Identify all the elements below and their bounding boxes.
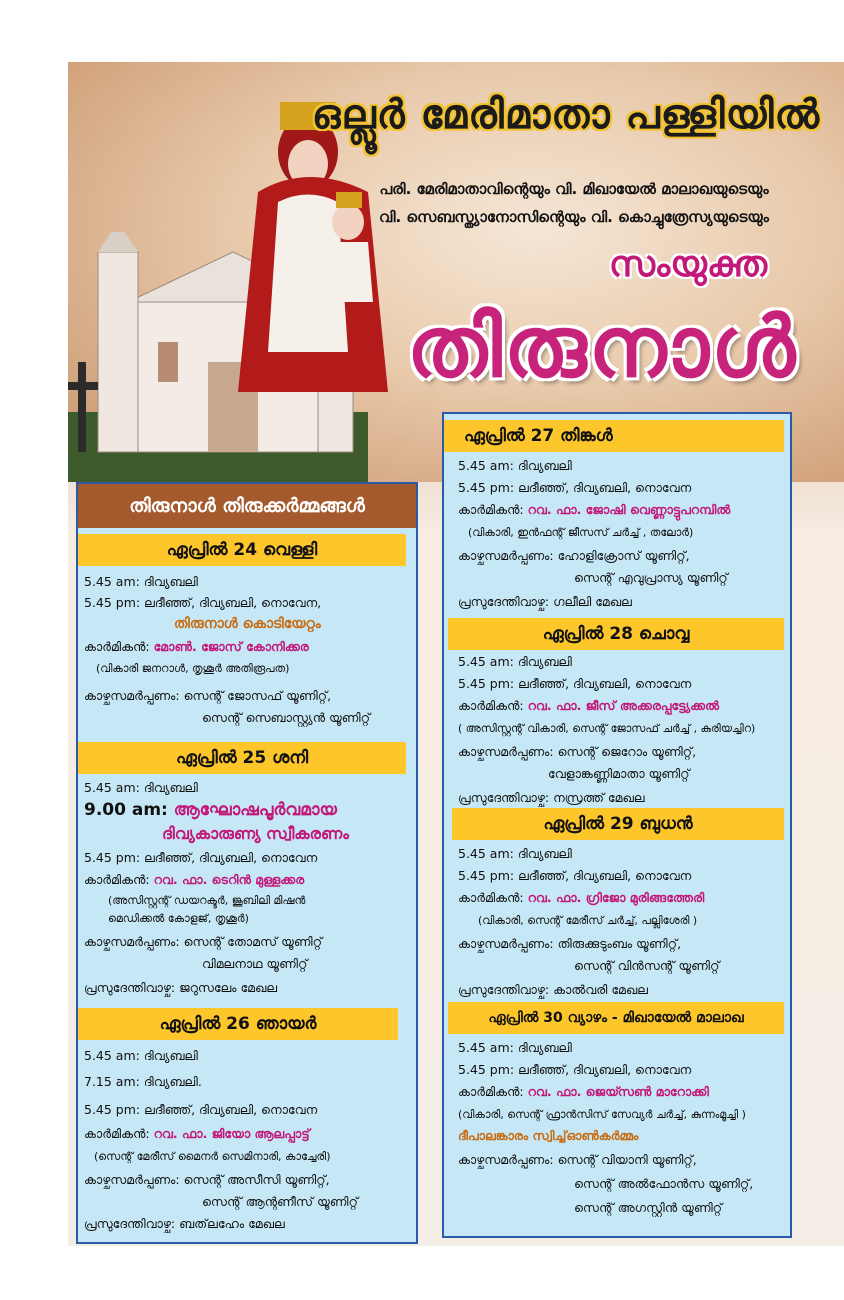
day-25-line: പ്രസുദേന്തിവാഴ്ച: ജറുസലേം മേഖല	[84, 980, 278, 995]
day-29-line: (വികാരി, സെന്റ് മേരീസ് ചർച്ച്, പല്ലിശേരി )	[478, 914, 698, 927]
celebrant-name: റവ. ഫാ. ജീസ് അക്കരപ്പട്ട്യേക്കൽ	[527, 698, 720, 713]
day-29-line: 5.45 pm: ലദീഞ്ഞ്, ദിവ്യബലി, നൊവേന	[458, 868, 692, 883]
day-25-line: 5.45 am: ദിവ്യബലി	[84, 780, 198, 795]
day-26-line: കാഴ്ചസമർപ്പണം: സെന്റ് അസീസി യൂണിറ്റ്,	[84, 1172, 330, 1187]
day-27-line: പ്രസുദേന്തിവാഴ്ച: ഗലീലി മേഖല	[458, 594, 632, 609]
day-29-line: 5.45 am: ദിവ്യബലി	[458, 846, 572, 861]
day-28-line: വേളാങ്കണ്ണിമാതാ യൂണിറ്റ്	[548, 766, 690, 781]
celebrant-label: കാർമികൻ:	[84, 872, 154, 887]
poster	[68, 62, 844, 1246]
day-27-title: ഏപ്രിൽ 27 തിങ്കൾ	[444, 420, 784, 452]
day-27-line: കാഴ്ചസമർപ്പണം: ഹോളിക്രോസ് യൂണിറ്റ്,	[458, 548, 690, 563]
celebrant-label: കാർമികൻ:	[458, 698, 528, 713]
schedule-heading: തിരുനാൾ തിരുക്കർമ്മങ്ങൾ	[78, 484, 416, 528]
celebrant-name: റവ. ഫാ. ടെറിൻ മുള്ളക്കര	[153, 872, 305, 887]
celebrant-label: കാർമികൻ:	[458, 502, 528, 517]
day-25-line: ദിവ്യകാരുണ്യ സ്വീകരണം	[162, 824, 349, 843]
day-27-line: സെന്റ് എവുപ്രാസ്യ യൂണിറ്റ്	[574, 570, 728, 585]
day-29-line: സെന്റ് വിൻസന്റ് യൂണിറ്റ്	[574, 958, 720, 973]
day-25-line: വിമലനാഥ യൂണിറ്റ്	[202, 956, 308, 971]
celebrant-label: കാർമികൻ:	[84, 1126, 154, 1141]
celebrant-name: റവ. ഫാ. ജെയ്സൺ മാറോക്കി	[527, 1084, 709, 1099]
celebrant-name: മോൺ. ജോസ് കോനിക്കര	[153, 639, 309, 654]
day-30-line: ദീപാലങ്കാരം സ്വിച്ച്ഓൺകർമ്മം	[458, 1128, 639, 1143]
day-24-title: ഏപ്രിൽ 24 വെള്ളി	[78, 534, 406, 566]
day-29-title: ഏപ്രിൽ 29 ബുധൻ	[452, 808, 784, 840]
day-30-line: സെന്റ് അഗസ്റ്റിൻ യൂണിറ്റ്	[574, 1200, 723, 1215]
day-26-line: (സെന്റ് മേരീസ് മൈനർ സെമിനാരി, കാച്ചേരി)	[94, 1150, 331, 1163]
celebrant-label: കാർമികൻ:	[458, 1084, 528, 1099]
day-25-title: ഏപ്രിൽ 25 ശനി	[78, 742, 406, 774]
banner-joint: സംയുക്ത	[608, 244, 768, 285]
day-25-line: (അസിസ്റ്റന്റ് ഡയറക്ടർ, ജൂബിലി മിഷൻ	[108, 894, 306, 907]
day-30-celebrant	[458, 1084, 709, 1100]
day-26-celebrant	[84, 1126, 310, 1142]
day-28-title: ഏപ്രിൽ 28 ചൊവ്വ	[448, 618, 784, 650]
day-28-celebrant	[458, 698, 719, 714]
day-24-line: സെന്റ് സെബാസ്റ്റ്യൻ യൂണിറ്റ്	[202, 710, 371, 725]
celebrant-name: റവ. ഫാ. ജോഷി വെണ്ണാട്ടുപറമ്പിൽ	[527, 502, 731, 517]
day-26-line: 5.45 am: ദിവ്യബലി	[84, 1048, 198, 1063]
day-26-line: പ്രസുദേന്തിവാഴ്ച: ബത്‌ലഹേം മേഖല	[84, 1216, 285, 1231]
celebrant-name: റവ. ഫാ. ഗ്രിജോ മുരിങ്ങത്തേരി	[527, 890, 705, 905]
day-28-line: 5.45 pm: ലദീഞ്ഞ്, ദിവ്യബലി, നൊവേന	[458, 676, 692, 691]
time: 9.00 am:	[84, 800, 174, 820]
day-26-line: 7.15 am: ദിവ്യബലി.	[84, 1074, 202, 1089]
day-25-line: മെഡിക്കൽ കോളജ്, തൃശൂർ)	[108, 912, 249, 925]
day-30-line: സെന്റ് അൽഫോൻസ യൂണിറ്റ്,	[574, 1176, 754, 1191]
day-27-line: 5.45 am: ദിവ്യബലി	[458, 458, 572, 473]
day-28-line: പ്രസുദേന്തിവാഴ്ച: നസ്രത്ത് മേഖല	[458, 790, 645, 805]
day-30-line: (വികാരി, സെന്റ് ഫ്രാൻസിസ് സേവ്യർ ചർച്ച്, കുന്നംമൂച്ചി )	[458, 1108, 746, 1121]
celebrant-label: കാർമികൻ:	[458, 890, 528, 905]
banner-title: ഒല്ലൂർ മേരിമാതാ പള്ളിയിൽ	[311, 92, 821, 138]
right-schedule	[442, 412, 792, 1238]
day-25-line	[84, 800, 337, 820]
day-24-line: 5.45 am: ദിവ്യബലി	[84, 574, 198, 589]
day-29-celebrant	[458, 890, 704, 906]
day-26-title: ഏപ്രിൽ 26 ഞായർ	[78, 1008, 398, 1040]
banner-subtitle-1: പരി. മേരിമാതാവിന്റെയും വി. മിഖായേൽ മാലാഖയുടെയും	[379, 180, 769, 198]
left-schedule	[76, 482, 418, 1244]
day-30-line: 5.45 am: ദിവ്യബലി	[458, 1040, 572, 1055]
day-28-line: ( അസിസ്റ്റന്റ് വികാരി, സെന്റ് ജോസഫ് ചർച്ച് , കുരിയച്ചിറ)	[458, 722, 756, 735]
day-28-line: കാഴ്ചസമർപ്പണം: സെന്റ് ജെറോം യൂണിറ്റ്,	[458, 744, 697, 759]
day-25-line: കാഴ്ചസമർപ്പണം: സെന്റ് തോമസ് യൂണിറ്റ്	[84, 934, 323, 949]
day-24-line: കാഴ്ചസമർപ്പണം: സെന്റ് ജോസഫ് യൂണിറ്റ്,	[84, 688, 332, 703]
day-24-line: 5.45 pm: ലദീഞ്ഞ്, ദിവ്യബലി, നൊവേന,	[84, 595, 322, 610]
day-30-line: 5.45 pm: ലദീഞ്ഞ്, ദിവ്യബലി, നൊവേന	[458, 1062, 692, 1077]
day-27-celebrant	[458, 502, 730, 518]
day-24-line: (വികാരി ജനറാൾ, തൃശൂർ അതിരൂപത)	[96, 662, 290, 675]
day-28-line: 5.45 am: ദിവ്യബലി	[458, 654, 572, 669]
day-27-line: (വികാരി, ഇൻഫന്റ് ജീസസ് ചർച്ച് , തലോർ)	[468, 526, 694, 539]
day-24-celebrant	[84, 639, 309, 655]
day-29-line: പ്രസുദേന്തിവാഴ്ച: കാൽവരി മേഖല	[458, 982, 648, 997]
day-30-line: കാഴ്ചസമർപ്പണം: സെന്റ് വിയാനി യൂണിറ്റ്,	[458, 1152, 697, 1167]
day-25-line: 5.45 pm: ലദീഞ്ഞ്, ദിവ്യബലി, നൊവേന	[84, 850, 318, 865]
day-24-line: തിരുനാൾ കൊടിയേറ്റം	[174, 616, 321, 632]
celebrant-name: റവ. ഫാ. ജിയോ ആലപ്പാട്ട്	[153, 1126, 310, 1141]
day-26-line: സെന്റ് ആന്റണീസ് യൂണിറ്റ്	[202, 1194, 358, 1209]
day-26-line: 5.45 pm: ലദീഞ്ഞ്, ദിവ്യബലി, നൊവേന	[84, 1102, 318, 1117]
celebrant-label: കാർമികൻ:	[84, 639, 154, 654]
event: ആഘോഷപൂർവമായ	[173, 800, 337, 820]
banner-feast: തിരുനാൾ	[406, 298, 798, 396]
day-27-line: 5.45 pm: ലദീഞ്ഞ്, ദിവ്യബലി, നൊവേന	[458, 480, 692, 495]
banner-subtitle-2: വി. സെബസ്ത്യാനോസിന്റെയും വി. കൊച്ചുത്രേസ്യയുടെയും	[379, 208, 769, 226]
day-25-celebrant	[84, 872, 304, 888]
day-29-line: കാഴ്ചസമർപ്പണം: തിരുക്കുടുംബം യൂണിറ്റ്,	[458, 936, 682, 951]
day-30-title: ഏപ്രിൽ 30 വ്യാഴം - മിഖായേൽ മാലാഖ	[448, 1002, 784, 1034]
